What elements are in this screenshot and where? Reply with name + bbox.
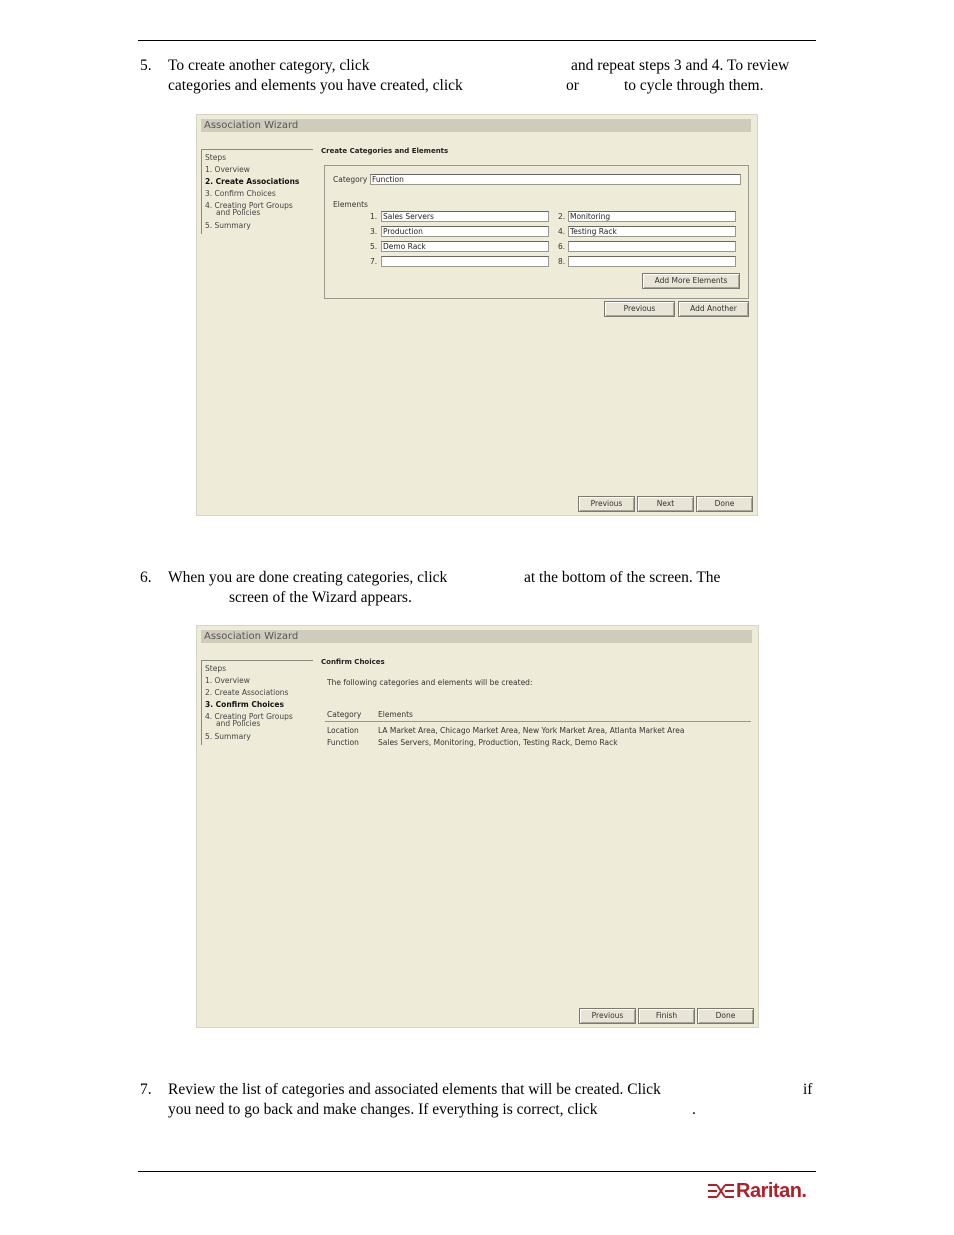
wizard-screenshot-confirm	[196, 625, 759, 1028]
footer-next-button[interactable]: Next	[637, 496, 694, 512]
element-1-input[interactable]: Sales Servers	[381, 211, 549, 222]
step-overview[interactable]: 1. Overview	[205, 676, 250, 685]
previous-category-button[interactable]: Previous	[604, 301, 675, 317]
footer-rule	[138, 1171, 816, 1172]
footer-finish-button[interactable]: Finish	[638, 1008, 695, 1024]
step-5-line1a: To create another category, click	[168, 57, 370, 74]
footer-previous-button[interactable]: Previous	[579, 1008, 636, 1024]
step-7-number: 7.	[140, 1081, 152, 1098]
table-header-rule	[325, 721, 751, 722]
step-confirm-choices[interactable]: 3. Confirm Choices	[205, 189, 276, 198]
step-summary[interactable]: 5. Summary	[205, 221, 251, 230]
element-2-num: 2.	[558, 212, 566, 221]
steps-panel	[201, 149, 313, 234]
element-8-num: 8.	[558, 257, 566, 266]
step-7-line2a: you need to go back and make changes. If everything is correct, click	[168, 1101, 598, 1118]
row-elements: LA Market Area, Chicago Market Area, New York Market Area, Atlanta Market Area	[378, 726, 685, 735]
footer-done-button[interactable]: Done	[696, 496, 753, 512]
step-6-line1b: at the bottom of the screen. The	[524, 569, 721, 586]
elements-label: Elements	[333, 200, 368, 209]
element-3-num: 3.	[370, 227, 378, 236]
step-5-line1b: and repeat steps 3 and 4. To review	[571, 57, 790, 74]
element-7-num: 7.	[370, 257, 378, 266]
raritan-logo-text: Raritan.	[736, 1179, 807, 1202]
step-confirm-choices[interactable]: 3. Confirm Choices	[205, 700, 284, 709]
step-creating-port-groups[interactable]: 4. Creating Port Groups	[205, 201, 293, 210]
wizard-title: Association Wizard	[201, 630, 752, 643]
step-5-line2b: or	[566, 77, 579, 94]
raritan-logo-icon	[706, 1182, 736, 1200]
steps-panel	[201, 660, 313, 745]
section-title: Create Categories and Elements	[321, 147, 449, 155]
header-rule	[138, 40, 816, 41]
col-category-header: Category	[327, 710, 362, 719]
step-5-line2a: categories and elements you have created, click	[168, 77, 463, 94]
element-2-input[interactable]: Monitoring	[568, 211, 736, 222]
category-input[interactable]: Function	[370, 174, 741, 185]
step-6-line2: screen of the Wizard appears.	[229, 589, 412, 606]
row-elements: Sales Servers, Monitoring, Production, Testing Rack, Demo Rack	[378, 738, 618, 747]
footer-previous-button[interactable]: Previous	[578, 496, 635, 512]
row-category: Location	[327, 726, 359, 735]
category-label: Category	[333, 175, 368, 184]
confirm-intro: The following categories and elements will be created:	[327, 678, 533, 687]
step-creating-port-groups-cont: and Policies	[216, 719, 261, 728]
steps-header: Steps	[205, 664, 226, 673]
steps-header: Steps	[205, 153, 226, 162]
add-another-button[interactable]: Add Another	[678, 301, 749, 317]
step-5-number: 5.	[140, 57, 152, 74]
step-5-line2c: to cycle through them.	[624, 77, 764, 94]
footer-done-button[interactable]: Done	[697, 1008, 754, 1024]
step-creating-port-groups[interactable]: 4. Creating Port Groups	[205, 712, 293, 721]
element-4-input[interactable]: Testing Rack	[568, 226, 736, 237]
step-creating-port-groups-cont: and Policies	[216, 208, 261, 217]
add-more-elements-button[interactable]: Add More Elements	[642, 273, 740, 289]
element-1-num: 1.	[370, 212, 378, 221]
row-category: Function	[327, 738, 359, 747]
section-title: Confirm Choices	[321, 658, 385, 666]
element-5-input[interactable]: Demo Rack	[381, 241, 549, 252]
raritan-logo	[706, 1180, 806, 1202]
step-7-line2b: .	[692, 1101, 696, 1118]
step-summary[interactable]: 5. Summary	[205, 732, 251, 741]
element-6-num: 6.	[558, 242, 566, 251]
step-6-number: 6.	[140, 569, 152, 586]
wizard-screenshot-create	[196, 114, 758, 516]
element-6-input[interactable]	[568, 241, 736, 252]
element-8-input[interactable]	[568, 256, 736, 267]
step-create-associations[interactable]: 2. Create Associations	[205, 177, 300, 186]
col-elements-header: Elements	[378, 710, 413, 719]
step-6-line1a: When you are done creating categories, click	[168, 569, 448, 586]
element-5-num: 5.	[370, 242, 378, 251]
element-4-num: 4.	[558, 227, 566, 236]
wizard-title: Association Wizard	[201, 119, 751, 132]
step-7-line1a: Review the list of categories and associated elements that will be created. Click	[168, 1081, 661, 1098]
element-7-input[interactable]	[381, 256, 549, 267]
element-3-input[interactable]: Production	[381, 226, 549, 237]
step-overview[interactable]: 1. Overview	[205, 165, 250, 174]
step-create-associations[interactable]: 2. Create Associations	[205, 688, 289, 697]
step-7-line1b: if	[803, 1081, 813, 1098]
